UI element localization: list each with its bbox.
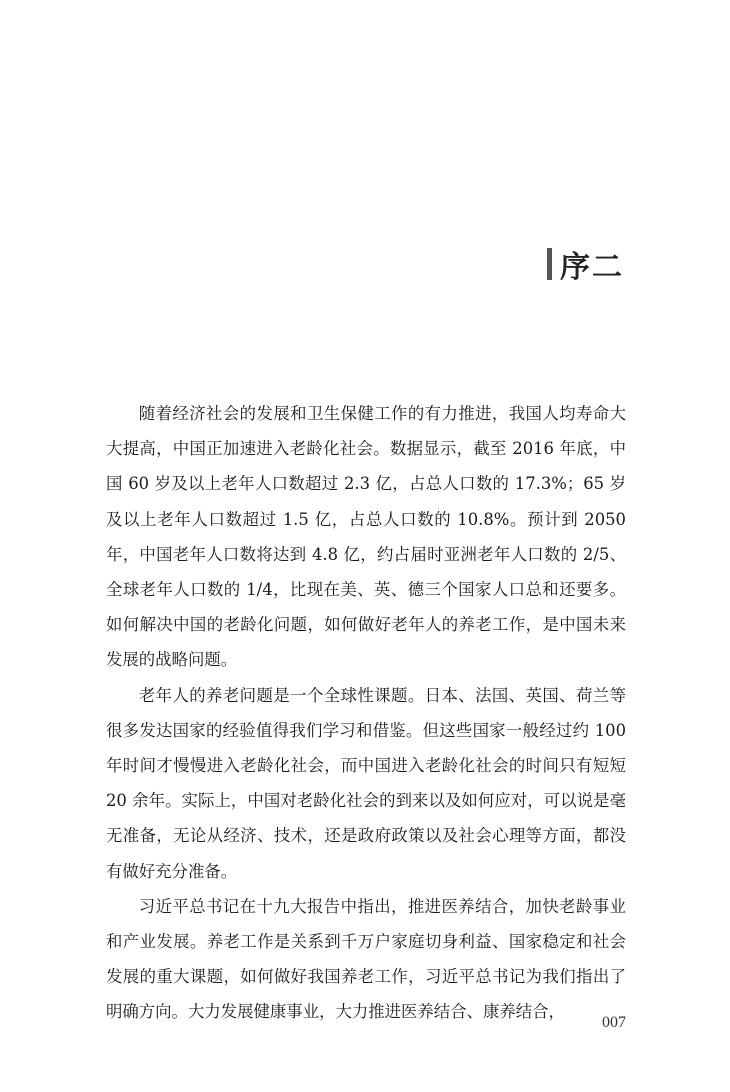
paragraph-1: 随着经济社会的发展和卫生保健工作的有力推进，我国人均寿命大大提高，中国正加速进入老龄化社会。数据显示，截至 2016 年底，中国 60 岁及以上老年人口数超过 2.3 亿，占总人口数的 17.3%；65 岁及以上老年人口数超过 1.5 亿，占总人口数的 10.8%。预计到 2050 年，中国老年人口数将达到 4.8 亿，约占届时亚洲老年人口数的 2/5、全球老年人口数的 1/4，比现在美、英、德三个国家人口总和还要多。如何解决中国的老龄化问题，如何做好老年人的养老工作，是中国未来发展的战略问题。	[106, 404, 626, 670]
heading-bar-decoration	[547, 248, 552, 280]
heading-title: 序二	[560, 250, 624, 285]
page-number: 007	[602, 1014, 626, 1031]
paragraph-2: 老年人的养老问题是一个全球性课题。日本、法国、英国、荷兰等很多发达国家的经验值得我们学习和借鉴。但这些国家一般经过约 100 年时间才慢慢进入老龄化社会，而中国进入老龄化社会的时间只有短短 20 余年。实际上，中国对老龄化社会的到来以及如何应对，可以说是毫无准备，无论从经济、技术，还是政府政策以及社会心理等方面，都没有做好充分准备。	[106, 685, 626, 881]
paragraph-3: 习近平总书记在十九大报告中指出，推进医养结合，加快老龄事业和产业发展。养老工作是关系到千万户家庭切身利益、国家稳定和社会发展的重大课题，如何做好我国养老工作，习近平总书记为我们指出了明确方向。大力发展健康事业，大力推进医养结合、康养结合，	[106, 896, 626, 1022]
body-text	[106, 396, 626, 1030]
section-heading	[547, 242, 624, 286]
